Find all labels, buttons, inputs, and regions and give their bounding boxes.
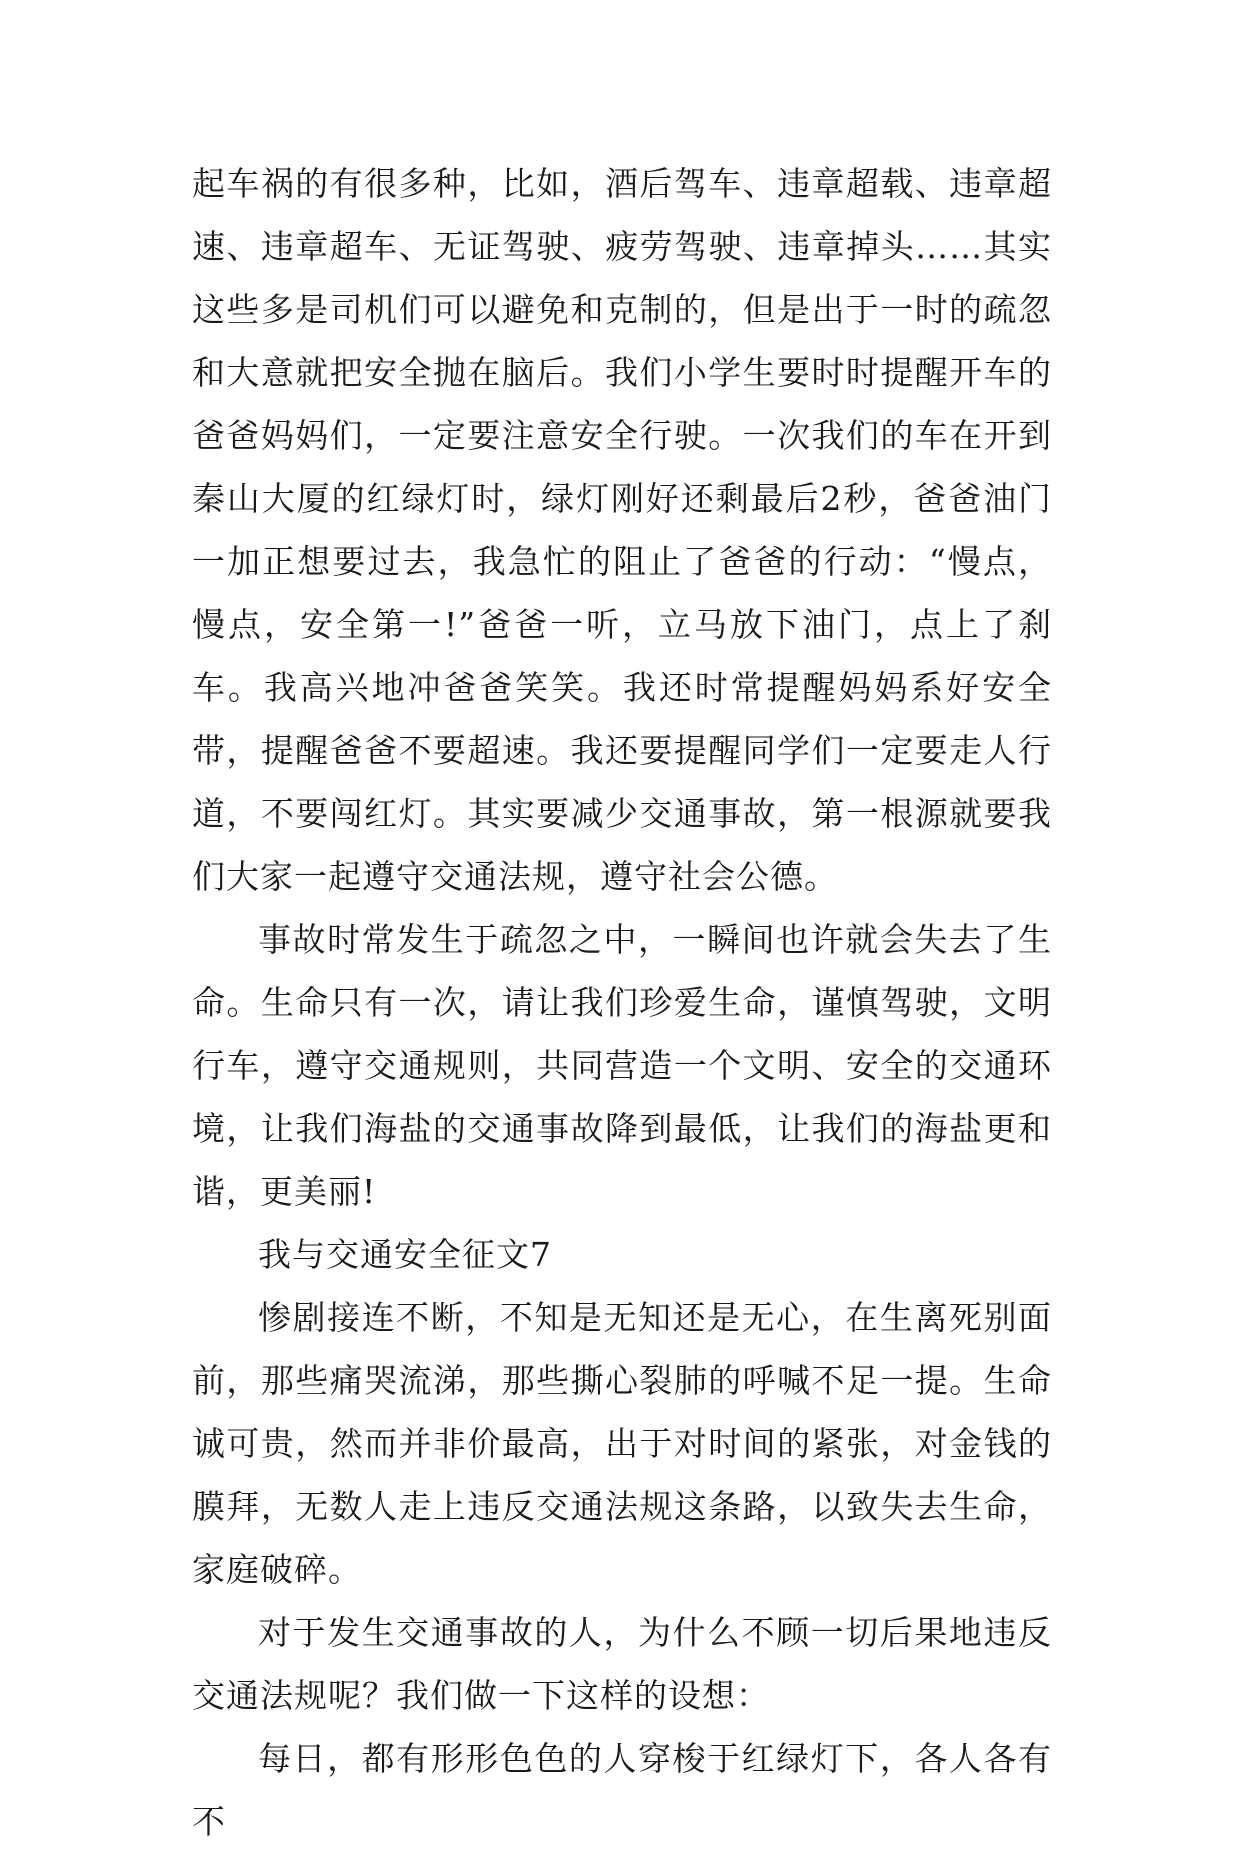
paragraph-intro: 惨剧接连不断，不知是无知还是无心，在生离死别面前，那些痛哭流涕，那些撕心裂肺的呼喊不足一提。生命诚可贵，然而并非价最高，出于对时间的紧张，对金钱的膜拜，无数人走上违反交通法规这条路，以致失去生命，家庭破碎。 — [192, 1298, 1052, 1589]
paragraph-daily: 每日，都有形形色色的人穿梭于红绿灯下，各人各有不 — [192, 1739, 1052, 1841]
essay-heading: 我与交通安全征文7 — [258, 1235, 552, 1274]
paragraph-conclusion: 事故时常发生于疏忽之中，一瞬间也许就会失去了生命。生命只有一次，请让我们珍爱生命，谨慎驾驶，文明行车，遵守交通规则，共同营造一个文明、安全的交通环境，让我们海盐的交通事故降到最低，让我们的海盐更和谐，更美丽! — [192, 920, 1052, 1211]
document-body — [192, 152, 1052, 1853]
paragraph-continuation: 起车祸的有很多种，比如，酒后驾车、违章超载、违章超速、违章超车、无证驾驶、疲劳驾驶、违章掉头……其实这些多是司机们可以避免和克制的，但是出于一时的疏忽和大意就把安全抛在脑后。我们小学生要时时提醒开车的爸爸妈妈们，一定要注意安全行驶。一次我们的车在开到秦山大厦的红绿灯时，绿灯刚好还剩最后2秒，爸爸油门一加正想要过去，我急忙的阻止了爸爸的行动：“慢点，慢点，安全第一!”爸爸一听，立马放下油门，点上了刹车。我高兴地冲爸爸笑笑。我还时常提醒妈妈系好安全带，提醒爸爸不要超速。我还要提醒同学们一定要走人行道，不要闯红灯。其实要减少交通事故，第一根源就要我们大家一起遵守交通法规，遵守社会公德。 — [192, 164, 1052, 896]
paragraph-question: 对于发生交通事故的人，为什么不顾一切后果地违反交通法规呢？我们做一下这样的设想： — [192, 1613, 1052, 1715]
